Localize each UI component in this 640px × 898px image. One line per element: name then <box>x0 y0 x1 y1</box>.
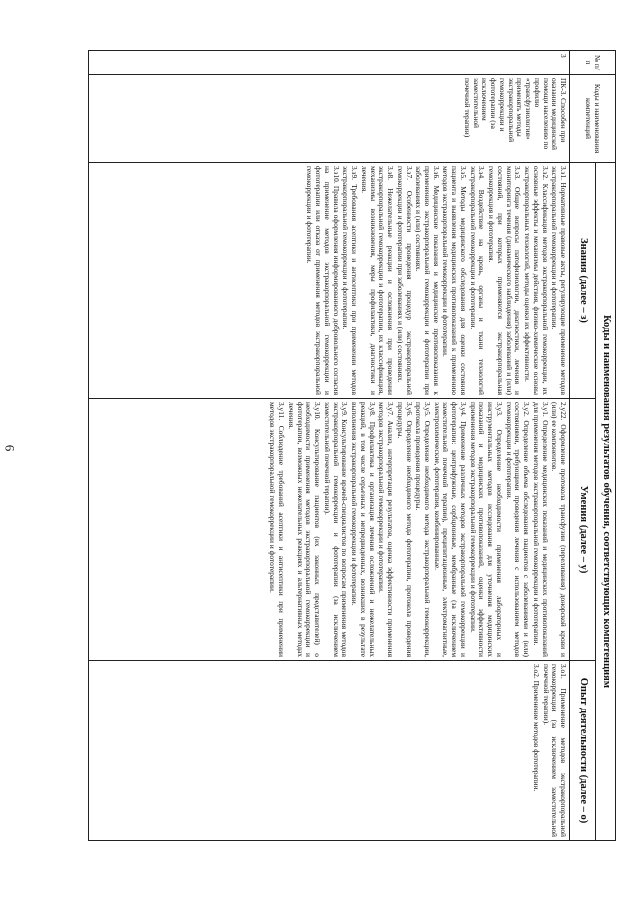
skill-item: 3.у6. Определение необходимого метода фототерапии, протокола проведения процедуры. <box>395 402 414 657</box>
competence-cell: ПК-3. Способен при оказании медицинской помощи населению по профилю «трансфузиология» применять методы экстракорпоральной гемокоррекции и фототерапии (за исключением заместительной почечной терапии) <box>89 75 570 163</box>
experience-cell <box>89 661 570 841</box>
experience-item: 3.о1. Применение методов экстракорпоральной гемокоррекции (за исключением заместительной почечной терапии). <box>541 664 568 837</box>
knowledge-item: 3.з1. Нормативные правовые акты, регулирующие применение методов экстракорпоральной гемокоррекции и фототерапии. <box>550 166 568 395</box>
experience-item: 3.о2. Применение методов фототерапии. <box>531 664 541 792</box>
skill-item: 3.у9. Консультирование врачей-специалистов по вопросам применения методов экстракорпоральной гемокоррекции и фототерапии (за исключением заместительной почечной терапии). <box>322 402 350 657</box>
header-group-title: Коды и наименования результатов обучения, соответствующих компетенциям <box>596 163 616 841</box>
skill-item: 3.у7. Анализ, интерпретация результатов, оценка эффективности применения методов экстракорпоральной гемокоррекции и фототерапии. <box>377 402 396 657</box>
knowledge-item: 3.з6. Медицинские показания и медицинские противопоказания к применению экстракорпоральной гемокоррекции и фототерапии при заболеваниях и (или) состояниях. <box>414 166 441 395</box>
skill-item: 3.у8. Профилактика и организация лечения осложнений и нежелательных реакций, в том числе серьезных и непредвиденных, возникших в результате выполнения экстракорпоральной гемокоррекции и фототерапии. <box>350 402 377 657</box>
skills-cell <box>89 399 570 661</box>
skill-item: 3.у3. Определение необходимости применения лабораторных и инструментальных методов исследования для уточнения медицинских показаний и медицинских противопоказаний, оценки эффективности применения методов экстракорпоральной гемокоррекции и фототерапии. <box>468 402 504 657</box>
skill-item: 3.у11. Соблюдение требований асептики и антисептики при применении методов экстракорпоральной гемокоррекции и фототерапии. <box>268 402 287 657</box>
skill-item: 2.у22. Оформление протокола трансфузии (переливания) донорской крови и (или) ее компонентов. <box>550 402 568 657</box>
knowledge-item: 3.з9. Требования асептики и антисептики при применении методов экстракорпоральной гемокоррекции и фототерапии. <box>341 166 360 395</box>
header-skills: Умения (далее – у) <box>570 399 596 661</box>
row-number: 3 <box>89 51 570 75</box>
header-num: № п/п <box>570 51 616 75</box>
skill-item: 3.у4. Применение различных методов экстракорпоральной гемокоррекции и фототерапии: центрифужные, сорбционные, мембранные (за исключением заместительной почечной терапии), преципитационные, электромагнитные, электрохимические, фототерапия, комбинированные. <box>432 402 468 657</box>
table-row <box>89 51 570 841</box>
header-experience: Опыт деятельности (далее – о) <box>570 661 596 841</box>
knowledge-item: 3.з3. Общие вопросы патофизиологии, диагностики, лечения и мониторинга течения (динамического наблюдения) заболеваний и (или) состояний, при которых применяются экстракорпоральная гемокоррекция и фототерапия. <box>487 166 523 395</box>
page-number: 6 <box>2 444 18 452</box>
knowledge-item: 3.з2. Классификация методов экстракорпоральной гемокоррекции, их основные эффекты и механизмы действия, физико-химические основы экстракорпоральных технологий, методы оценки их эффективности. <box>523 166 550 395</box>
header-codes: Коды и наименования компетенций <box>570 75 616 163</box>
skill-item: 3.у10. Консультирование пациентов (их законных представителей) о необходимости применения методов экстракорпоральной гемокоррекции и фототерапии, возможных нежелательных реакциях и альтернативных методах лечения. <box>286 402 323 657</box>
knowledge-item: 3.з7. Особенности проведения процедур экстракорпоральной гемокоррекции и фототерапии при заболеваниях и (или) состояниях. <box>395 166 414 395</box>
competence-table-page <box>88 50 616 840</box>
knowledge-item: 3.з5. Методы медицинского обследования для оценки состояния пациента и выявления медицинских противопоказаний к применению методов экстракорпоральной гемокоррекции и фототерапии. <box>441 166 468 395</box>
skill-item: 3.у5. Определение необходимого метода экстракорпоральной гемокоррекции, протокола проведения процедуры. <box>414 402 432 657</box>
competence-table <box>88 50 616 841</box>
knowledge-item: 3.з4. Воздействие на кровь, органы и ткани технологий экстракорпоральной гемокоррекции и фототерапии. <box>468 166 487 395</box>
header-knowledge: Знания (далее – з) <box>570 163 596 399</box>
skill-item: 3.у2. Определение объема обследования пациентов с заболеваниями и (или) состояниями, требующими проведения лечения с использованием методов гемокоррекции и фототерапии. <box>504 402 532 657</box>
knowledge-item: 3.з8. Нежелательные реакции и осложнения при проведении экстракорпоральной гемокоррекции и фототерапии, их классификация, механизмы возникновения, меры профилактики, диагностики и лечения. <box>359 166 396 395</box>
skill-item: 3.у1. Определение медицинских показаний и медицинских противопоказаний для применения методов экстракорпоральной гемокоррекции и фототерапии. <box>531 402 550 657</box>
knowledge-item: 3.з10. Правила оформления информированного добровольного согласия на применение методов экстракорпоральной гемокоррекции и фототерапии или отказа от применения методов экстракорпоральной гемокоррекции и фототерапии. <box>305 166 341 395</box>
knowledge-cell <box>89 163 570 399</box>
